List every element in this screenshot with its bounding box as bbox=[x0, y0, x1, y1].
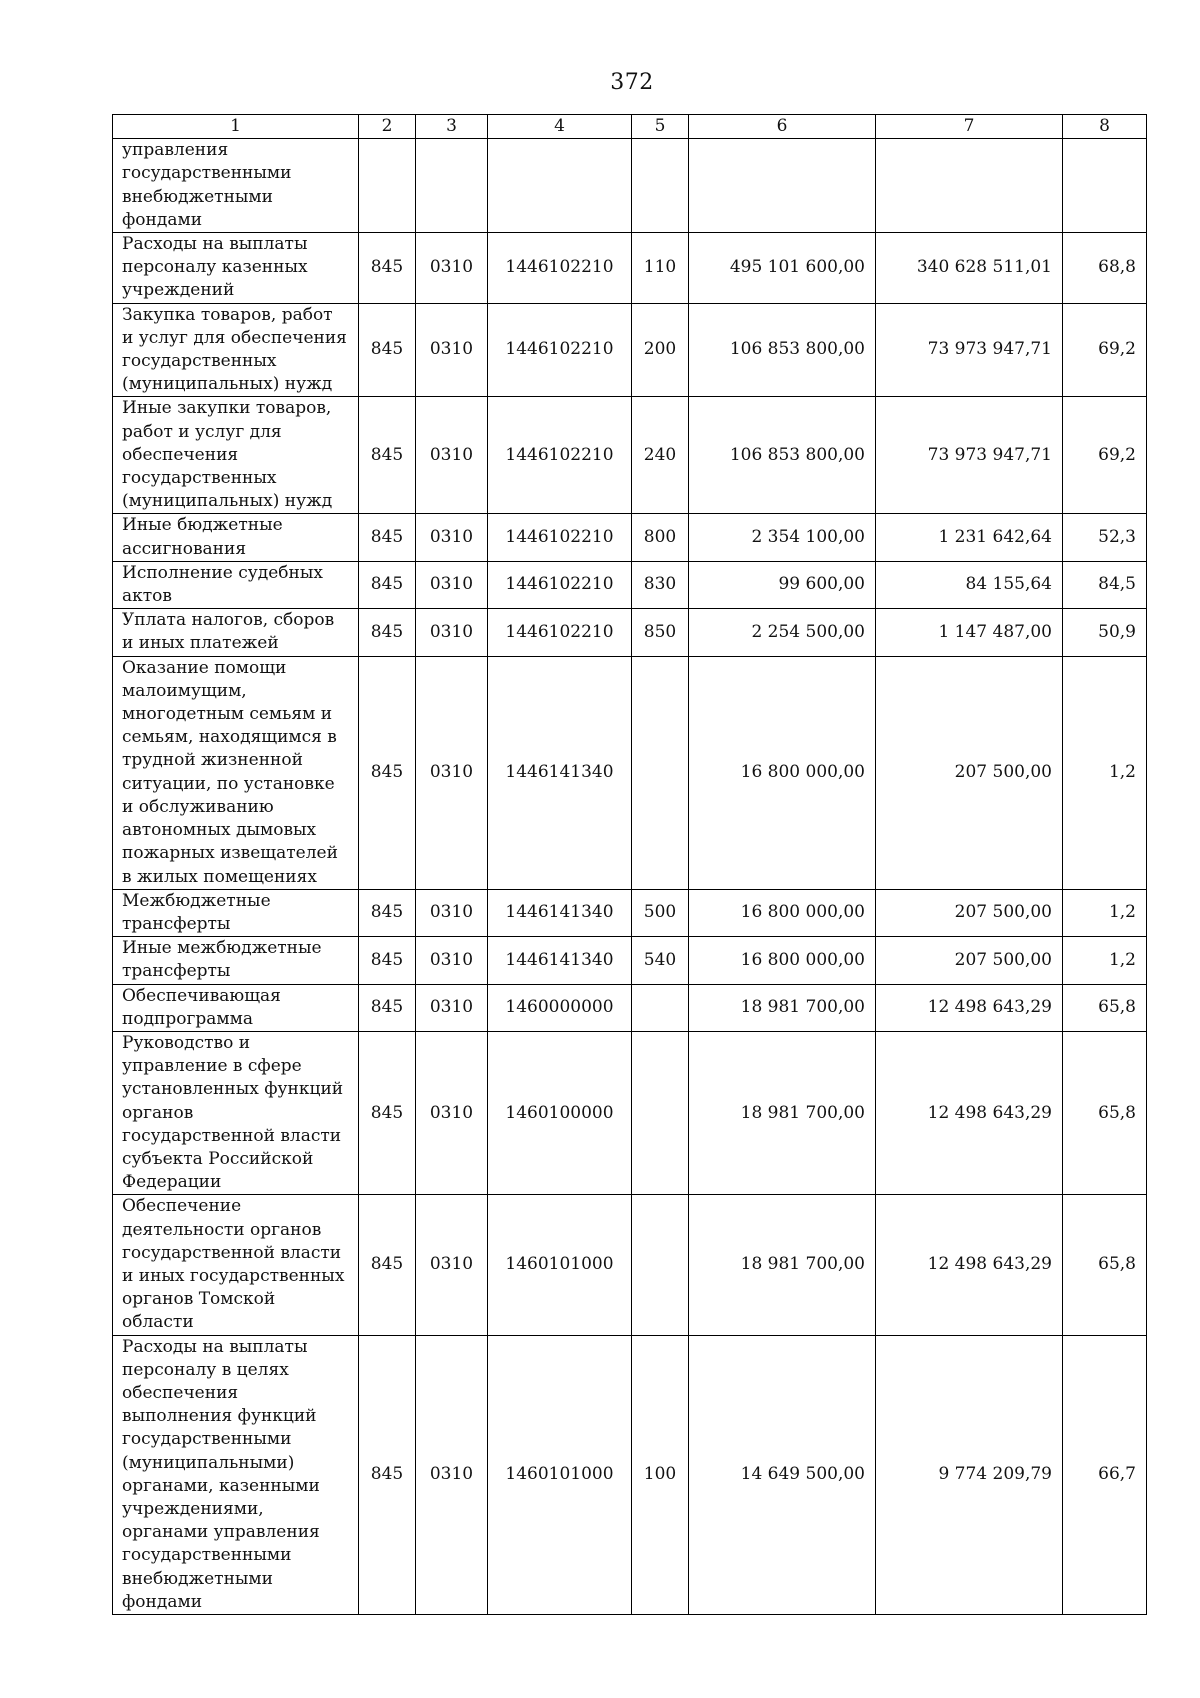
row-name-cell: Расходы на выплаты персоналу казенных учреждений bbox=[113, 233, 359, 304]
table-row bbox=[113, 139, 1147, 233]
table-row bbox=[113, 514, 1147, 561]
section-code-cell: 0310 bbox=[416, 1031, 488, 1194]
plan-amount-cell: 16 800 000,00 bbox=[689, 937, 876, 984]
row-name-cell: управления государственными внебюджетными фондами bbox=[113, 139, 359, 233]
actual-amount-cell: 73 973 947,71 bbox=[876, 303, 1063, 397]
target-item-cell: 1446102210 bbox=[488, 303, 632, 397]
header-row bbox=[113, 115, 1147, 139]
header-cell: 6 bbox=[689, 115, 876, 139]
chapter-code-cell: 845 bbox=[359, 561, 416, 608]
plan-amount-cell: 495 101 600,00 bbox=[689, 233, 876, 304]
plan-amount-cell: 2 354 100,00 bbox=[689, 514, 876, 561]
percent-cell: 65,8 bbox=[1063, 1195, 1147, 1335]
actual-amount-cell: 207 500,00 bbox=[876, 656, 1063, 889]
actual-amount-cell: 84 155,64 bbox=[876, 561, 1063, 608]
header-cell: 8 bbox=[1063, 115, 1147, 139]
actual-amount-cell: 340 628 511,01 bbox=[876, 233, 1063, 304]
section-code-cell: 0310 bbox=[416, 1195, 488, 1335]
expense-type-cell: 540 bbox=[632, 937, 689, 984]
row-name-cell: Руководство и управление в сфере установленных функций органов государственной власти субъекта Российской Федерации bbox=[113, 1031, 359, 1194]
expense-type-cell: 830 bbox=[632, 561, 689, 608]
header-cell: 3 bbox=[416, 115, 488, 139]
percent-cell: 1,2 bbox=[1063, 656, 1147, 889]
row-name-cell: Обеспечивающая подпрограмма bbox=[113, 984, 359, 1031]
header-cell: 4 bbox=[488, 115, 632, 139]
row-name-cell: Расходы на выплаты персоналу в целях обеспечения выполнения функций государственными (муниципальными) органами, казенными учреждениями, органами управления государственными внебюджетными фондами bbox=[113, 1335, 359, 1614]
expense-type-cell bbox=[632, 984, 689, 1031]
target-item-cell bbox=[488, 139, 632, 233]
section-code-cell: 0310 bbox=[416, 561, 488, 608]
target-item-cell: 1446141340 bbox=[488, 656, 632, 889]
table-row bbox=[113, 561, 1147, 608]
table-row bbox=[113, 984, 1147, 1031]
row-name-cell: Исполнение судебных актов bbox=[113, 561, 359, 608]
chapter-code-cell: 845 bbox=[359, 1031, 416, 1194]
percent-cell: 84,5 bbox=[1063, 561, 1147, 608]
chapter-code-cell bbox=[359, 139, 416, 233]
percent-cell: 52,3 bbox=[1063, 514, 1147, 561]
chapter-code-cell: 845 bbox=[359, 609, 416, 656]
chapter-code-cell: 845 bbox=[359, 303, 416, 397]
chapter-code-cell: 845 bbox=[359, 233, 416, 304]
percent-cell: 65,8 bbox=[1063, 1031, 1147, 1194]
actual-amount-cell: 12 498 643,29 bbox=[876, 1031, 1063, 1194]
section-code-cell bbox=[416, 139, 488, 233]
chapter-code-cell: 845 bbox=[359, 984, 416, 1031]
row-name-cell: Обеспечение деятельности органов государственной власти и иных государственных органов Томской области bbox=[113, 1195, 359, 1335]
section-code-cell: 0310 bbox=[416, 303, 488, 397]
percent-cell: 1,2 bbox=[1063, 937, 1147, 984]
row-name-cell: Уплата налогов, сборов и иных платежей bbox=[113, 609, 359, 656]
plan-amount-cell bbox=[689, 139, 876, 233]
percent-cell: 65,8 bbox=[1063, 984, 1147, 1031]
table-row bbox=[113, 1031, 1147, 1194]
page-number: 372 bbox=[610, 70, 654, 95]
chapter-code-cell: 845 bbox=[359, 889, 416, 936]
actual-amount-cell: 1 231 642,64 bbox=[876, 514, 1063, 561]
section-code-cell: 0310 bbox=[416, 656, 488, 889]
plan-amount-cell: 106 853 800,00 bbox=[689, 397, 876, 514]
percent-cell: 50,9 bbox=[1063, 609, 1147, 656]
chapter-code-cell: 845 bbox=[359, 1335, 416, 1614]
expense-type-cell bbox=[632, 139, 689, 233]
target-item-cell: 1446102210 bbox=[488, 514, 632, 561]
expense-type-cell: 240 bbox=[632, 397, 689, 514]
table-row bbox=[113, 1195, 1147, 1335]
chapter-code-cell: 845 bbox=[359, 397, 416, 514]
section-code-cell: 0310 bbox=[416, 937, 488, 984]
header-cell: 5 bbox=[632, 115, 689, 139]
actual-amount-cell: 1 147 487,00 bbox=[876, 609, 1063, 656]
plan-amount-cell: 16 800 000,00 bbox=[689, 889, 876, 936]
target-item-cell: 1460101000 bbox=[488, 1195, 632, 1335]
chapter-code-cell: 845 bbox=[359, 656, 416, 889]
section-code-cell: 0310 bbox=[416, 514, 488, 561]
row-name-cell: Иные бюджетные ассигнования bbox=[113, 514, 359, 561]
target-item-cell: 1446102210 bbox=[488, 233, 632, 304]
header-cell: 1 bbox=[113, 115, 359, 139]
plan-amount-cell: 14 649 500,00 bbox=[689, 1335, 876, 1614]
expense-type-cell: 100 bbox=[632, 1335, 689, 1614]
percent-cell: 66,7 bbox=[1063, 1335, 1147, 1614]
section-code-cell: 0310 bbox=[416, 397, 488, 514]
expense-type-cell: 110 bbox=[632, 233, 689, 304]
row-name-cell: Оказание помощи малоимущим, многодетным семьям и семьям, находящимся в трудной жизненной ситуации, по установке и обслуживанию автономных дымовых пожарных извещателей в жилых помещениях bbox=[113, 656, 359, 889]
target-item-cell: 1446102210 bbox=[488, 561, 632, 608]
target-item-cell: 1460100000 bbox=[488, 1031, 632, 1194]
target-item-cell: 1446102210 bbox=[488, 397, 632, 514]
actual-amount-cell: 207 500,00 bbox=[876, 937, 1063, 984]
table-row bbox=[113, 609, 1147, 656]
section-code-cell: 0310 bbox=[416, 984, 488, 1031]
plan-amount-cell: 18 981 700,00 bbox=[689, 984, 876, 1031]
table-row bbox=[113, 303, 1147, 397]
expense-type-cell bbox=[632, 1195, 689, 1335]
expense-type-cell: 850 bbox=[632, 609, 689, 656]
target-item-cell: 1460101000 bbox=[488, 1335, 632, 1614]
target-item-cell: 1446102210 bbox=[488, 609, 632, 656]
expense-type-cell: 200 bbox=[632, 303, 689, 397]
chapter-code-cell: 845 bbox=[359, 937, 416, 984]
actual-amount-cell: 12 498 643,29 bbox=[876, 984, 1063, 1031]
table-row bbox=[113, 1335, 1147, 1614]
actual-amount-cell: 207 500,00 bbox=[876, 889, 1063, 936]
header-cell: 7 bbox=[876, 115, 1063, 139]
target-item-cell: 1446141340 bbox=[488, 889, 632, 936]
plan-amount-cell: 99 600,00 bbox=[689, 561, 876, 608]
actual-amount-cell bbox=[876, 139, 1063, 233]
table-row bbox=[113, 937, 1147, 984]
table-row bbox=[113, 397, 1147, 514]
row-name-cell: Иные межбюджетные трансферты bbox=[113, 937, 359, 984]
actual-amount-cell: 73 973 947,71 bbox=[876, 397, 1063, 514]
table-body bbox=[113, 139, 1147, 1615]
percent-cell: 69,2 bbox=[1063, 397, 1147, 514]
section-code-cell: 0310 bbox=[416, 889, 488, 936]
actual-amount-cell: 9 774 209,79 bbox=[876, 1335, 1063, 1614]
plan-amount-cell: 16 800 000,00 bbox=[689, 656, 876, 889]
plan-amount-cell: 18 981 700,00 bbox=[689, 1031, 876, 1194]
percent-cell: 1,2 bbox=[1063, 889, 1147, 936]
header-cell: 2 bbox=[359, 115, 416, 139]
section-code-cell: 0310 bbox=[416, 1335, 488, 1614]
section-code-cell: 0310 bbox=[416, 609, 488, 656]
expense-type-cell: 800 bbox=[632, 514, 689, 561]
table-row bbox=[113, 233, 1147, 304]
plan-amount-cell: 18 981 700,00 bbox=[689, 1195, 876, 1335]
percent-cell bbox=[1063, 139, 1147, 233]
percent-cell: 68,8 bbox=[1063, 233, 1147, 304]
chapter-code-cell: 845 bbox=[359, 1195, 416, 1335]
actual-amount-cell: 12 498 643,29 bbox=[876, 1195, 1063, 1335]
target-item-cell: 1446141340 bbox=[488, 937, 632, 984]
row-name-cell: Иные закупки товаров, работ и услуг для обеспечения государственных (муниципальных) нужд bbox=[113, 397, 359, 514]
row-name-cell: Межбюджетные трансферты bbox=[113, 889, 359, 936]
expense-type-cell bbox=[632, 656, 689, 889]
plan-amount-cell: 106 853 800,00 bbox=[689, 303, 876, 397]
table-row bbox=[113, 656, 1147, 889]
row-name-cell: Закупка товаров, работ и услуг для обеспечения государственных (муниципальных) нужд bbox=[113, 303, 359, 397]
table-row bbox=[113, 889, 1147, 936]
budget-table bbox=[112, 114, 1147, 1615]
percent-cell: 69,2 bbox=[1063, 303, 1147, 397]
plan-amount-cell: 2 254 500,00 bbox=[689, 609, 876, 656]
target-item-cell: 1460000000 bbox=[488, 984, 632, 1031]
section-code-cell: 0310 bbox=[416, 233, 488, 304]
expense-type-cell bbox=[632, 1031, 689, 1194]
chapter-code-cell: 845 bbox=[359, 514, 416, 561]
expense-type-cell: 500 bbox=[632, 889, 689, 936]
